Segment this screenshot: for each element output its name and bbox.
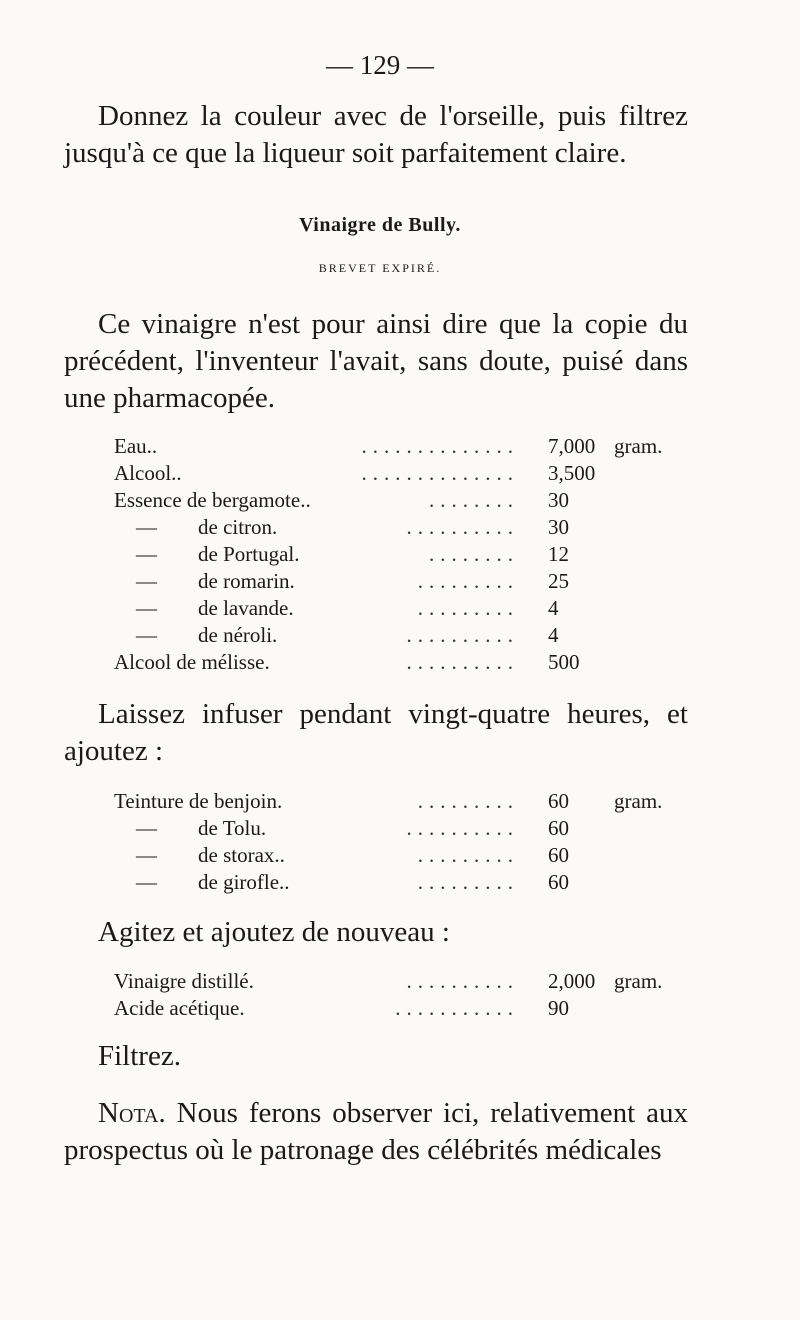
- nota-paragraph: [64, 1095, 688, 1169]
- nota-text: Nous ferons observer ici, relativement aux prospectus où le patronage des célébrités médicales: [64, 1097, 688, 1166]
- ingredient-row: — de lavande. ......... 4: [136, 596, 559, 620]
- ingredient-row: Vinaigre distillé. .......... 2,000 gram.: [114, 969, 663, 993]
- ingredient-row: — de Portugal. ........ 12: [136, 542, 569, 566]
- ingredient-row: — de romarin. ......... 25: [136, 569, 569, 593]
- page-number: — 129 —: [326, 50, 434, 80]
- ingredient-row: Alcool de mélisse. .......... 500: [114, 650, 580, 674]
- ingredient-row: Eau.. .............. 7,000 gram.: [114, 434, 663, 458]
- section-subtitle: BREVET EXPIRÉ.: [318, 261, 442, 275]
- ingredient-row: — de néroli. .......... 4: [136, 623, 559, 647]
- instruction-infuse: Laissez infuser pendant vingt-quatre heures, et ajoutez :: [64, 698, 688, 767]
- description-paragraph: Ce vinaigre n'est pour ainsi dire que la copie du précédent, l'inventeur l'avait, sans doute, puisé dans une pharmacopée.: [64, 308, 688, 414]
- ingredient-row: — de Tolu. .......... 60: [136, 816, 569, 840]
- ingredient-row: — de girofle.. ......... 60: [136, 870, 569, 894]
- ingredient-list-3: [114, 968, 674, 1022]
- nota-label: Nota.: [98, 1097, 166, 1129]
- instruction-filter: Filtrez.: [98, 1040, 181, 1072]
- ingredient-row: — de storax.. ......... 60: [136, 843, 569, 867]
- instruction-agitate: Agitez et ajoutez de nouveau :: [98, 916, 450, 948]
- intro-paragraph: Donnez la couleur avec de l'orseille, puis filtrez jusqu'à ce que la liqueur soit parfaitement claire.: [64, 100, 688, 169]
- ingredient-row: Acide acétique. ........... 90: [114, 996, 569, 1020]
- ingredient-row: Essence de bergamote.. ........ 30: [114, 488, 569, 512]
- ingredient-row: Teinture de benjoin. ......... 60 gram.: [114, 789, 663, 813]
- ingredient-row: Alcool.. .............. 3,500: [114, 461, 596, 485]
- ingredient-row: — de citron. .......... 30: [136, 515, 569, 539]
- section-title: Vinaigre de Bully.: [299, 214, 461, 236]
- ingredient-list-2: [114, 788, 674, 896]
- ingredient-list-1: [114, 433, 674, 676]
